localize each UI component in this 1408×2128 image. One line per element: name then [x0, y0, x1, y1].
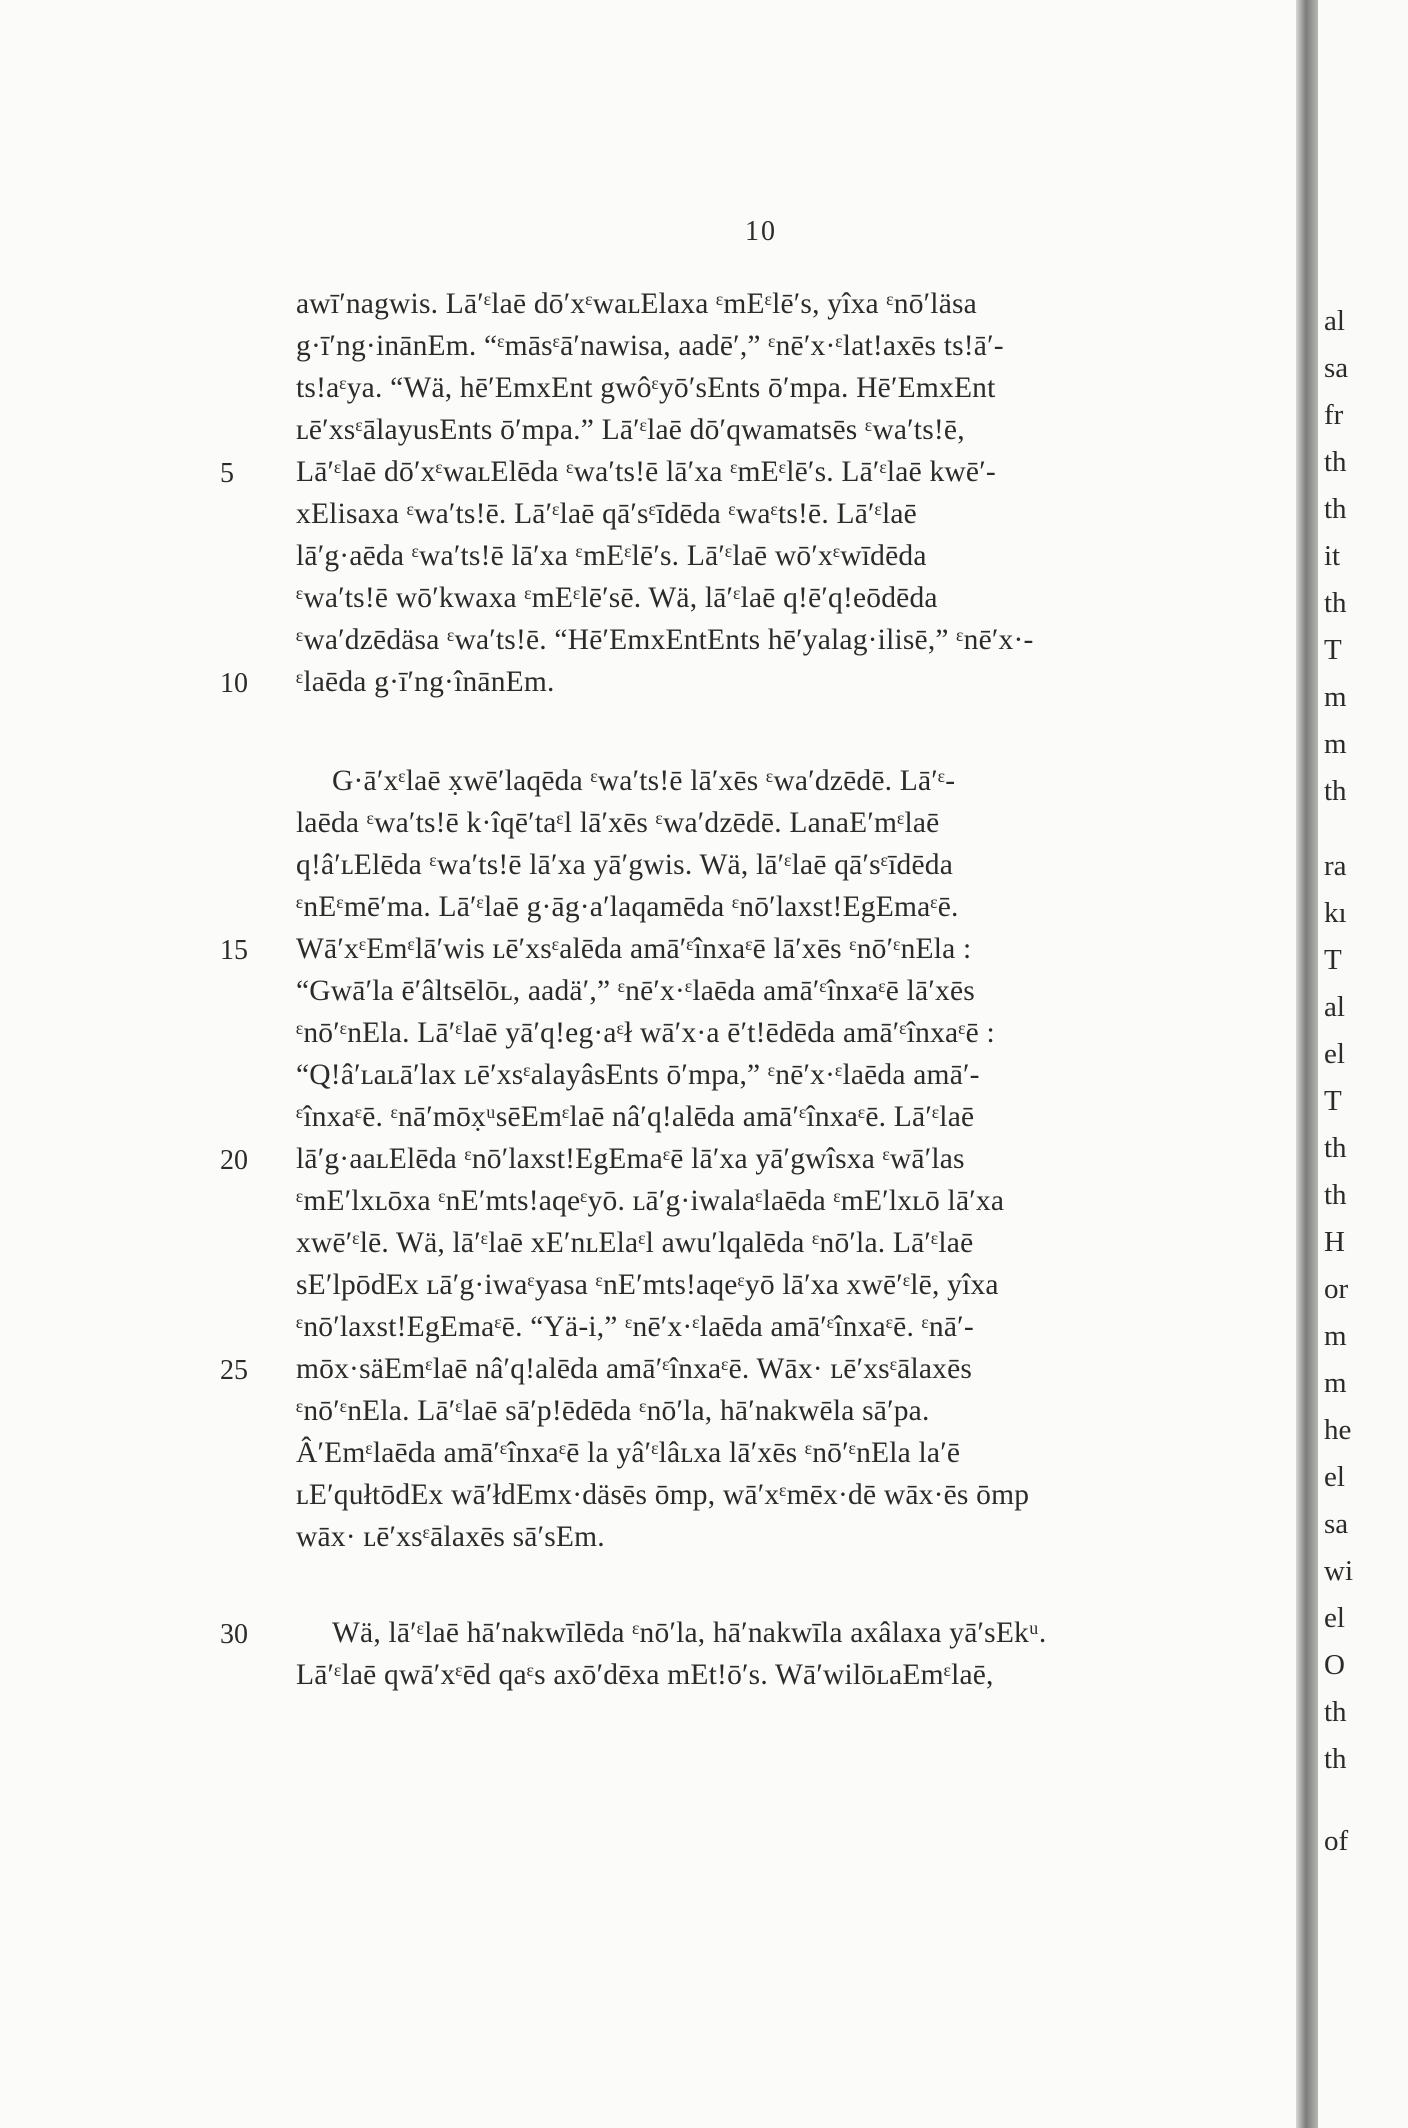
facing-page-fragment: th — [1324, 1696, 1347, 1728]
text-line: wāx· ʟē′xsᵋālaxēs sā′sEm. — [296, 1521, 605, 1553]
text-line: ᵋmE′lxʟōxa ᵋnE′mts!aqeᵋyō. ʟā′g·iwalaᵋlaēda ᵋmE′lxʟō lā′xa — [296, 1185, 1005, 1217]
facing-page-fragment: of — [1324, 1825, 1349, 1857]
text-line: “Gwā′la ē′âltsēlōʟ, aadä′,” ᵋnē′x·ᵋlaēda amā′ᵋînxaᵋē lā′xēs — [296, 975, 975, 1007]
line-number: 10 — [220, 668, 248, 699]
facing-page-fragment: m — [1324, 681, 1347, 713]
text-line: awī′nagwis. Lā′ᵋlaē dō′xᵋwaʟElaxa ᵋmEᵋlē′s, yîxa ᵋnō′läsa — [296, 288, 977, 320]
line-number: 25 — [220, 1355, 248, 1386]
facing-page-fragment: sa — [1324, 352, 1349, 384]
text-line: sE′lpōdEx ʟā′g·iwaᵋyasa ᵋnE′mts!aqeᵋyō lā′xa xwē′ᵋlē, yîxa — [296, 1269, 999, 1301]
text-line: ᵋnEᵋmē′ma. Lā′ᵋlaē g·āg·a′laqamēda ᵋnō′laxst!EgEmaᵋē. — [296, 891, 959, 923]
text-line: ᵋwa′dzēdäsa ᵋwa′ts!ē. “Hē′EmxEntEnts hē′yalag·ilisē,” ᵋnē′x·- — [296, 624, 1034, 656]
facing-page-fragment: al — [1324, 305, 1345, 337]
facing-page-fragment: wi — [1324, 1555, 1353, 1587]
facing-page-fragment: O — [1324, 1649, 1345, 1681]
facing-page-fragment: th — [1324, 1132, 1347, 1164]
facing-page-fragment: T — [1324, 944, 1342, 976]
facing-page-fragment: H — [1324, 1226, 1345, 1258]
facing-page-fragment: th — [1324, 493, 1347, 525]
facing-page-fragment: m — [1324, 1367, 1347, 1399]
facing-page-fragment: fr — [1324, 399, 1344, 431]
text-line: “Q!â′ʟaʟā′lax ʟē′xsᵋalayâsEnts ō′mpa,” ᵋnē′x·ᵋlaēda amā′- — [296, 1059, 980, 1091]
facing-page-fragment: m — [1324, 1320, 1347, 1352]
facing-page-fragment: th — [1324, 1743, 1347, 1775]
facing-page-edge — [1318, 0, 1408, 2128]
text-line: Wā′xᵋEmᵋlā′wis ʟē′xsᵋalēda amā′ᵋînxaᵋē lā′xēs ᵋnō′ᵋnEla : — [296, 933, 972, 965]
text-line: ʟē′xsᵋālayusEnts ō′mpa.” Lā′ᵋlaē dō′qwamatsēs ᵋwa′ts!ē, — [296, 414, 965, 446]
text-line: ᵋnō′ᵋnEla. Lā′ᵋlaē yā′q!eg·aᵋł wā′x·a ē′t!ēdēda amā′ᵋînxaᵋē : — [296, 1017, 995, 1049]
text-line: xElisaxa ᵋwa′ts!ē. Lā′ᵋlaē qā′sᵋīdēda ᵋwaᵋts!ē. Lā′ᵋlaē — [296, 498, 917, 530]
facing-page-fragment: T — [1324, 1085, 1342, 1117]
text-line: laēda ᵋwa′ts!ē k·îqē′taᵋl lā′xēs ᵋwa′dzēdē. LanaE′mᵋlaē — [296, 807, 940, 839]
text-line: Lā′ᵋlaē qwā′xᵋēd qaᵋs axō′dēxa mEt!ō′s. Wā′wilōʟaEmᵋlaē, — [296, 1659, 994, 1691]
page-number: 10 — [745, 216, 777, 247]
facing-page-fragment: el — [1324, 1038, 1345, 1070]
text-line: ts!aᵋya. “Wä, hē′EmxEnt gwôᵋyō′sEnts ō′mpa. Hē′EmxEnt — [296, 372, 996, 404]
line-number: 30 — [220, 1619, 248, 1650]
line-number: 15 — [220, 935, 248, 966]
text-line: Â′Emᵋlaēda amā′ᵋînxaᵋē la yâ′ᵋlâʟxa lā′xēs ᵋnō′ᵋnEla la′ē — [296, 1437, 961, 1469]
text-line: g·ī′ng·inānEm. “ᵋmāsᵋā′nawisa, aadē′,” ᵋnē′x·ᵋlat!axēs ts!ā′- — [296, 330, 1004, 362]
book-gutter — [1296, 0, 1318, 2128]
text-line: Wä, lā′ᵋlaē hā′nakwīlēda ᵋnō′la, hā′nakwīla axâlaxa yā′sEkᵘ. — [332, 1617, 1047, 1649]
text-line: lā′g·aēda ᵋwa′ts!ē lā′xa ᵋmEᵋlē′s. Lā′ᵋlaē wō′xᵋwīdēda — [296, 540, 927, 572]
text-line: mōx·säEmᵋlaē nâ′q!alēda amā′ᵋînxaᵋē. Wāx· ʟē′xsᵋālaxēs — [296, 1353, 973, 1385]
facing-page-fragment: el — [1324, 1461, 1345, 1493]
line-number: 20 — [220, 1145, 248, 1176]
facing-page-fragment: he — [1324, 1414, 1352, 1446]
text-line: lā′g·aaʟElēda ᵋnō′laxst!EgEmaᵋē lā′xa yā′gwîsxa ᵋwā′las — [296, 1143, 965, 1175]
text-line: xwē′ᵋlē. Wä, lā′ᵋlaē xE′nʟElaᵋl awu′lqalēda ᵋnō′la. Lā′ᵋlaē — [296, 1227, 974, 1259]
facing-page-fragment: th — [1324, 775, 1347, 807]
facing-page-fragment: el — [1324, 1602, 1345, 1634]
text-line: ᵋnō′laxst!EgEmaᵋē. “Yä-i,” ᵋnē′x·ᵋlaēda amā′ᵋînxaᵋē. ᵋnā′- — [296, 1311, 974, 1343]
facing-page-fragment: or — [1324, 1273, 1349, 1305]
text-line: ᵋnō′ᵋnEla. Lā′ᵋlaē sā′p!ēdēda ᵋnō′la, hā′nakwēla sā′pa. — [296, 1395, 930, 1427]
facing-page-fragment: th — [1324, 587, 1347, 619]
text-line: ʟE′qułtōdEx wā′łdEmx·däsēs ōmp, wā′xᵋmēx·dē wāx·ēs ōmp — [296, 1479, 1030, 1511]
facing-page-fragment: kı — [1324, 897, 1347, 929]
facing-page-fragment: th — [1324, 1179, 1347, 1211]
text-line: ᵋwa′ts!ē wō′kwaxa ᵋmEᵋlē′sē. Wä, lā′ᵋlaē q!ē′q!eōdēda — [296, 582, 938, 614]
facing-page-fragment: sa — [1324, 1508, 1349, 1540]
facing-page-fragment: ra — [1324, 850, 1347, 882]
facing-page-fragment: it — [1324, 540, 1341, 572]
text-line: ᵋînxaᵋē. ᵋnā′mōx̣ᵘsēEmᵋlaē nâ′q!alēda amā′ᵋînxaᵋē. Lā′ᵋlaē — [296, 1101, 975, 1133]
text-line: Lā′ᵋlaē dō′xᵋwaʟElēda ᵋwa′ts!ē lā′xa ᵋmEᵋlē′s. Lā′ᵋlaē kwē′- — [296, 456, 996, 488]
facing-page-fragment: T — [1324, 634, 1342, 666]
facing-page-fragment: th — [1324, 446, 1347, 478]
text-line: G·ā′xᵋlaē x̣wē′laqēda ᵋwa′ts!ē lā′xēs ᵋwa′dzēdē. Lā′ᵋ- — [332, 765, 956, 797]
line-number: 5 — [220, 458, 234, 489]
text-line: ᵋlaēda g·ī′ng·înānEm. — [296, 666, 555, 698]
facing-page-fragment: al — [1324, 991, 1345, 1023]
text-line: q!â′ʟElēda ᵋwa′ts!ē lā′xa yā′gwis. Wä, lā′ᵋlaē qā′sᵋīdēda — [296, 849, 953, 881]
facing-page-fragment: m — [1324, 728, 1347, 760]
